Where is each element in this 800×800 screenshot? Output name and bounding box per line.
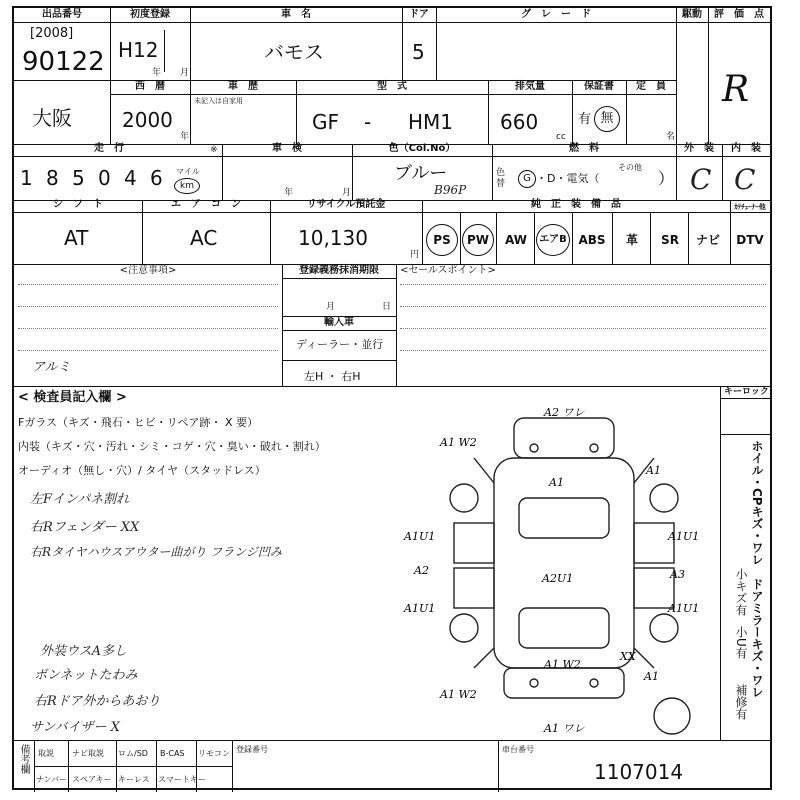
keylock-header: キーロック bbox=[724, 387, 769, 397]
rule bbox=[18, 328, 278, 329]
chassis-label: 車台番号 bbox=[502, 745, 534, 754]
mileage-digit: 8 bbox=[46, 166, 59, 190]
rule bbox=[222, 144, 223, 200]
car-name: バモス bbox=[264, 40, 324, 64]
rule bbox=[708, 8, 709, 144]
model-header: 型 式 bbox=[377, 81, 407, 92]
shaken-month-unit: 月 bbox=[342, 188, 352, 198]
recycle-unit: 円 bbox=[410, 250, 420, 260]
handwritten-note: 右Rタイヤハウスアウター曲がり フランジ凹み bbox=[30, 545, 282, 559]
car-name-header: 車 名 bbox=[281, 9, 311, 20]
rule bbox=[498, 740, 499, 792]
year-unit: 年 bbox=[180, 132, 190, 142]
history-note: 未記入は自家用 bbox=[194, 97, 243, 105]
lot-no-header: 出品番号 bbox=[42, 9, 82, 20]
interior-line: 内装（キズ・穴・汚れ・シミ・コゲ・穴・臭い・破れ・割れ） bbox=[18, 440, 326, 453]
rule bbox=[396, 264, 397, 386]
caution-note: アルミ bbox=[32, 360, 71, 375]
side-note-repair: 補修有 bbox=[734, 684, 748, 720]
rule bbox=[34, 766, 232, 767]
fuel-header: 燃 料 bbox=[569, 143, 599, 154]
capacity-header: 定 員 bbox=[636, 81, 666, 92]
shift-header: シ フ ト bbox=[53, 199, 103, 210]
rule bbox=[650, 212, 651, 264]
rule bbox=[572, 80, 573, 144]
damage-mark: XX bbox=[620, 650, 636, 663]
mileage-header: 走 行 bbox=[94, 143, 124, 154]
rule bbox=[688, 212, 689, 264]
handle-side: 左H ・ 右H bbox=[304, 370, 361, 383]
rule bbox=[676, 144, 677, 200]
damage-mark: A1 ワレ bbox=[544, 722, 585, 735]
rule bbox=[116, 740, 117, 792]
rule bbox=[572, 212, 573, 264]
diagram-circle-mark bbox=[650, 694, 694, 738]
warranty-yes: 有 bbox=[578, 112, 592, 127]
inspector-header: < 検査員記入欄 > bbox=[18, 390, 127, 405]
footer-cell: ナンバー bbox=[36, 775, 68, 784]
door-count: 5 bbox=[412, 40, 425, 64]
rule bbox=[14, 156, 770, 157]
exterior-grade: C bbox=[690, 163, 712, 196]
rule bbox=[282, 330, 396, 331]
reg-expiry-header: 登録義務抹消期限 bbox=[299, 265, 379, 276]
color-code: B96P bbox=[434, 183, 467, 197]
handwritten-note: 右Rドア外からあおり bbox=[34, 694, 161, 709]
displacement-header: 排気量 bbox=[515, 81, 545, 92]
damage-mark: A1U1 bbox=[404, 530, 436, 543]
rule bbox=[720, 398, 770, 399]
history-header: 車 歴 bbox=[228, 81, 258, 92]
capacity-unit: 名 bbox=[666, 132, 676, 142]
rule bbox=[164, 30, 165, 72]
equipment-sr: SR bbox=[661, 233, 679, 247]
handwritten-note: 右Rフェンダー XX bbox=[30, 520, 140, 535]
shift-value: AT bbox=[64, 226, 89, 250]
fuel-gas-circled: G bbox=[518, 170, 536, 188]
mileage-mile: マイル bbox=[176, 167, 200, 176]
handwritten-note: 外装ウスA多し bbox=[40, 644, 127, 659]
lot-year-code: [2008] bbox=[30, 26, 74, 41]
door-header: ドア bbox=[409, 9, 429, 20]
rule bbox=[110, 94, 676, 95]
rule bbox=[676, 8, 677, 144]
chassis-number: 1107014 bbox=[594, 760, 684, 784]
auction-sheet bbox=[12, 6, 772, 790]
equipment-leather: 革 bbox=[625, 233, 638, 247]
damage-mark: A2U1 bbox=[542, 572, 574, 585]
location: 大阪 bbox=[32, 106, 72, 130]
footer-cell: 取説 bbox=[38, 749, 54, 758]
warranty-header: 保証書 bbox=[584, 81, 614, 92]
drive-header: 駆動 bbox=[682, 9, 702, 20]
model-dash: - bbox=[364, 110, 372, 134]
equipment-aw: AW bbox=[505, 233, 527, 247]
exterior-header: 外 装 bbox=[684, 143, 714, 154]
color-change-label: 色替 bbox=[496, 168, 506, 189]
damage-mark: A1U1 bbox=[404, 602, 436, 615]
lot-number: 90122 bbox=[22, 47, 105, 77]
rule bbox=[626, 80, 627, 144]
rule bbox=[18, 284, 278, 285]
rule bbox=[722, 144, 723, 200]
side-note-mirror: ドアミラーキズ・ワレ bbox=[750, 578, 764, 698]
mileage-digit: 5 bbox=[72, 166, 85, 190]
damage-mark: A2 bbox=[414, 564, 429, 577]
footer-cell: スマートキー bbox=[158, 775, 206, 784]
color-name: ブルー bbox=[394, 163, 448, 184]
color-header: 色（Col.No） bbox=[388, 143, 456, 154]
model-prefix: GF bbox=[312, 110, 340, 134]
grade-header: グ レ ー ド bbox=[521, 9, 591, 20]
fuel-close: ） bbox=[658, 169, 675, 188]
reg-no-label: 登録番号 bbox=[236, 745, 268, 754]
first-reg-header: 初度登録 bbox=[130, 9, 170, 20]
rule bbox=[720, 434, 770, 435]
footer-cell: スペアキー bbox=[72, 775, 112, 784]
rule bbox=[232, 740, 233, 792]
mileage-digit: 0 bbox=[98, 166, 111, 190]
rule bbox=[400, 350, 766, 351]
rule bbox=[534, 212, 535, 264]
rule bbox=[460, 212, 461, 264]
footer-cell: ナビ取説 bbox=[72, 749, 104, 758]
mileage-digit: 4 bbox=[124, 166, 137, 190]
first-reg-era: H12 bbox=[118, 38, 159, 62]
reg-day-unit: 日 bbox=[382, 302, 392, 312]
rule bbox=[720, 386, 721, 740]
import-dealer: ディーラー・並行 bbox=[296, 338, 384, 351]
equipment-dtv: DTV bbox=[736, 233, 764, 247]
audio-tire-line: オーディオ（無し・穴）/ タイヤ（スタッドレス） bbox=[18, 464, 266, 477]
rule bbox=[156, 740, 157, 792]
score-header: 評 価 点 bbox=[714, 9, 764, 20]
rule bbox=[296, 80, 297, 144]
remarks-label: 備考欄 bbox=[18, 744, 29, 774]
damage-mark: A1 W2 bbox=[544, 658, 581, 671]
year-value: 2000 bbox=[122, 108, 173, 132]
rule bbox=[18, 350, 278, 351]
aircon-value: AC bbox=[190, 226, 218, 250]
rule bbox=[14, 22, 770, 23]
footer-cell: ロム/SD bbox=[118, 749, 148, 758]
footer-cell: B-CAS bbox=[160, 749, 185, 758]
rule bbox=[14, 740, 770, 741]
rule bbox=[282, 278, 396, 279]
rule bbox=[190, 8, 191, 80]
handwritten-note: 左Fインパネ割れ bbox=[30, 492, 130, 507]
shaken-header: 車 検 bbox=[272, 143, 302, 154]
rule bbox=[282, 360, 396, 361]
damage-mark: A3 bbox=[670, 568, 685, 581]
equipment-ps-circled: PS bbox=[426, 224, 458, 256]
damage-mark: A1 bbox=[646, 464, 661, 477]
windshield-line: Fガラス（キズ・飛石・ヒビ・リペア跡・ X 要） bbox=[18, 416, 259, 429]
car-damage-diagram bbox=[404, 398, 700, 738]
damage-mark: A1 W2 bbox=[440, 688, 477, 701]
rule bbox=[14, 386, 770, 387]
caution-header: <注意事項> bbox=[119, 265, 177, 276]
rule bbox=[352, 144, 353, 200]
recycle-value: 10,130 bbox=[298, 226, 368, 250]
mileage-note: ※ bbox=[210, 145, 218, 155]
rule bbox=[110, 8, 111, 144]
interior-grade: C bbox=[734, 163, 756, 196]
rule bbox=[190, 80, 191, 144]
rule bbox=[400, 328, 766, 329]
era-header: 西 暦 bbox=[135, 81, 165, 92]
recycle-header: リサイクル預託金 bbox=[306, 199, 386, 210]
equipment-header: 純 正 装 備 品 bbox=[531, 199, 621, 210]
equipment-abs: ABS bbox=[578, 233, 606, 247]
first-reg-month-unit: 月 bbox=[180, 68, 190, 78]
damage-mark: A1U1 bbox=[668, 530, 700, 543]
warranty-no-circled: 無 bbox=[594, 106, 620, 132]
equipment-pw-circled: PW bbox=[462, 224, 494, 256]
tv-header: ｶﾃﾁｭｰﾅｰ他 bbox=[734, 203, 766, 211]
damage-mark: A2 ワレ bbox=[544, 406, 585, 419]
handwritten-note: ボンネットたわみ bbox=[34, 668, 138, 683]
equipment-navi: ナビ bbox=[695, 233, 720, 247]
rule bbox=[422, 200, 423, 264]
side-note-wheel: ホイル・CPキズ・ワレ bbox=[750, 440, 764, 566]
mileage-digit: 1 bbox=[20, 166, 33, 190]
rule bbox=[14, 212, 770, 213]
rule bbox=[492, 144, 493, 200]
equipment-airbag-circled: エアB bbox=[536, 224, 570, 256]
import-header: 輸入車 bbox=[324, 317, 354, 328]
rule bbox=[488, 80, 489, 144]
damage-mark: A1 W2 bbox=[440, 436, 477, 449]
rule bbox=[496, 212, 497, 264]
score-value: R bbox=[722, 69, 750, 110]
handwritten-note: サンバイザー X bbox=[30, 720, 120, 735]
mileage-digit: 6 bbox=[150, 166, 163, 190]
footer-cell: キーレス bbox=[118, 775, 150, 784]
interior-header: 内 装 bbox=[731, 143, 761, 154]
side-note-small-dent: 小U有 bbox=[734, 626, 748, 659]
first-reg-year-unit: 年 bbox=[152, 68, 162, 78]
rule bbox=[18, 306, 278, 307]
rule bbox=[270, 200, 271, 264]
damage-mark: A1 bbox=[549, 476, 564, 489]
fuel-options: ・D・電気（ bbox=[536, 172, 600, 185]
side-note-small-scratch: 小キズ有 bbox=[734, 568, 748, 616]
damage-mark: A1U1 bbox=[668, 602, 700, 615]
rule bbox=[436, 8, 437, 80]
rule bbox=[612, 212, 613, 264]
fuel-other: その他 bbox=[618, 163, 642, 172]
mileage-digits bbox=[20, 166, 176, 192]
rule bbox=[402, 8, 403, 80]
mileage-km-circled: km bbox=[174, 178, 200, 194]
rule bbox=[68, 740, 69, 792]
model-code: HM1 bbox=[408, 110, 454, 134]
rule bbox=[400, 284, 766, 285]
displacement-unit: cc bbox=[556, 132, 566, 142]
shaken-year-unit: 年 bbox=[284, 188, 294, 198]
aircon-header: エ ア コ ン bbox=[171, 199, 241, 210]
displacement-value: 660 bbox=[500, 110, 539, 134]
sales-point-header: <セールスポイント> bbox=[400, 265, 496, 276]
footer-cell: リモコン bbox=[198, 749, 230, 758]
rule bbox=[142, 200, 143, 264]
reg-month-unit: 月 bbox=[326, 302, 336, 312]
damage-mark: A1 bbox=[644, 670, 659, 683]
rule bbox=[400, 306, 766, 307]
